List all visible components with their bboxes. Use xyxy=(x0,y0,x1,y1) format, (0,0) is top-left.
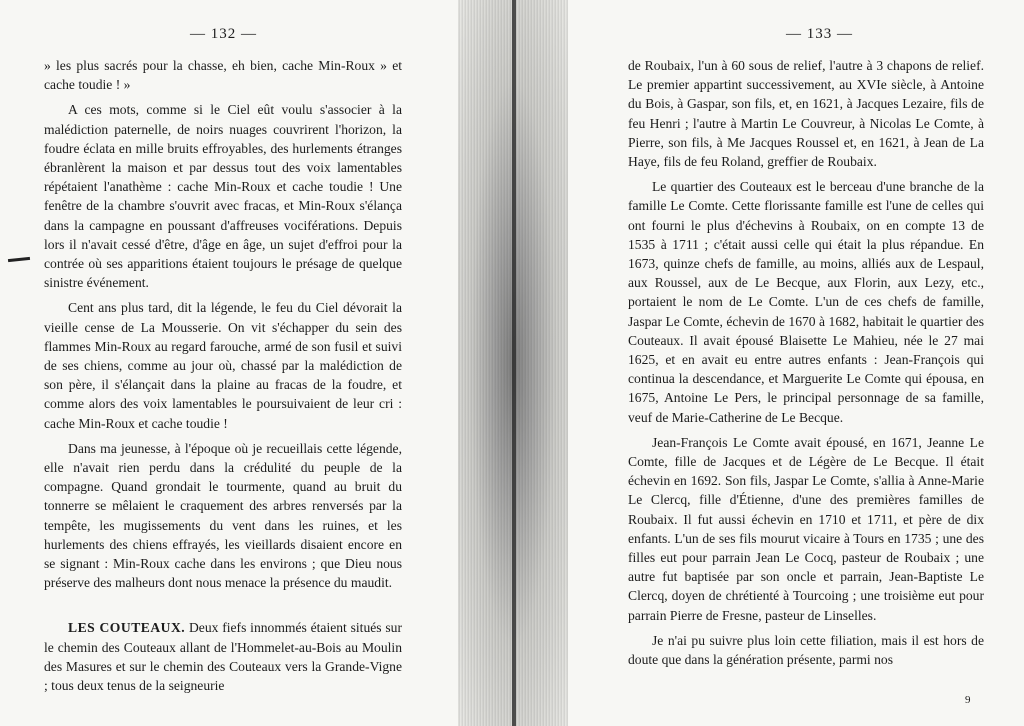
right-text-column xyxy=(628,56,984,669)
section-text: Deux fiefs innommés étaient situés sur le chemin des Couteaux allant de l'Hommelet-au-Bois au Moulin des Masures et sur le chemin des Couteaux vers la Grande-Vigne ; tous deux tenus de la seigneurie xyxy=(44,620,402,694)
paragraph: Le quartier des Couteaux est le berceau d'une branche de la famille Le Comte. Cette florissante famille est l'une de celles qui ont fourni le plus d'échevins à Roubaix, on en compte 13 de 1535 à 1711 ; c'était aussi celle qui était la plus répandue. En 1673, quinze chefs de famille, au moins, alliés aux de Lespaul, aux Roussel, aux de Le Becque, aux Florin, aux Lezy, etc., portaient le nom de Le Comte. L'un de ces chefs de famille, Jaspar Le Comte, échevin de 1670 à 1682, habitait le quartier des Couteaux. Il avait épousé Blaisette Le Mahieu, née le 27 mai 1625, et en avait eu entre autres enfants : Jean-François qui continua la descendance, et Marguerite Le Comte qui épousa, en 1675, Antoine Le Pers, le principal personnage de sa famille, veuf de Marie-Catherine de Le Becque. xyxy=(628,179,984,425)
paragraph: de Roubaix, l'un à 60 sous de relief, l'autre à 3 chapons de relief. Le premier appartint successivement, au XVIe siècle, à Antoine du Bois, à Gaspar, son fils, et, en 1621, à Jacques Lezaire, fils de feu Henri ; l'autre à Martin Le Couvreur, à Nicolas Le Comte, à Pierre, son fils, à Me Jacques Roussel et, en 1621, à Jean de La Haye, fils de feu Roland, greffier de Roubaix. xyxy=(628,58,984,170)
footer-page-number: 9 xyxy=(965,694,971,706)
section-paragraph xyxy=(44,618,402,695)
paragraph: Jean-François Le Comte avait épousé, en 1671, Jeanne Le Comte, fille de Jacques et de Légère de Le Becque. Il était échevin en 1692. Son fils, Jaspar Le Comte, s'allia à Anne-Marie Le Clercq, fille d'Étienne, d'une des premières familles de Roubaix. Il fut aussi échevin en 1710 et 1711, et père de dix enfants. L'un de ses fils mourut vicaire à Tours en 1735 ; une des filles eut pour parrain Jean Le Cocq, pasteur de Roubaix ; une autre fut baptisée par son oncle et parrain, Jean-Baptiste Le Clercq, doyen de chrétienté à Tourcoing ; une troisième eut pour parrain Pierre de Fresne, pasteur de Linselles. xyxy=(628,434,984,623)
right-page-number: — 133 — xyxy=(786,26,853,42)
paragraph: A ces mots, comme si le Ciel eût voulu s'associer à la malédiction paternelle, de noirs nuages couvrirent l'horizon, la foudre éclata en mille bruits effroyables, des hurlements étranges ébranlèrent la maison et par dessus tout des voix lamentables répétaient l'anathème : cache Min-Roux et cache toudie ! Une fenêtre de la chambre s'ouvrit avec fracas, et Min-Roux s'élança dans la campagne en poussant d'affreuses vociférations. Depuis lors il n'avait cessé d'être, d'âge en âge, un sujet d'effroi pour la contrée où ses apparitions étaient toujours le présage de quelque sinistre événement. xyxy=(44,102,402,291)
section-heading: LES COUTEAUX. xyxy=(68,620,186,636)
paragraph: Cent ans plus tard, dit la légende, le feu du Ciel dévorait la vieille cense de La Mousserie. On vit s'échapper du sein des flammes Min-Roux au regard farouche, armé de son fusil et suivi de ses chiens, comme au jour où, chassé par la malédiction de son père, il s'élançait dans la plaine au fracas de la foudre, et comme alors des voix lamentables le poursuivaient de leur cri : cache Min-Roux et cache toudie ! xyxy=(44,300,402,431)
left-page-number: — 132 — xyxy=(190,26,257,42)
paragraph: » les plus sacrés pour la chasse, eh bien, cache Min-Roux » et cache toudie ! » xyxy=(44,58,402,93)
paragraph: Dans ma jeunesse, à l'époque où je recueillais cette légende, elle n'avait rien perdu dans la crédulité du peuple de la compagne. Quand grondait le tourmente, quand au bruit du tonnerre se mêlaient le craquement des arbres renversés par la tempête, les mugissements du vent dans les ruines, et les hurlements des chiens effrayés, les vieillards disaient encore en se signant : Min-Roux cache dans les environs ; que Dieu nous préserve des malheurs dont nous menace la présence du maudit. xyxy=(44,440,402,591)
left-text-column xyxy=(44,56,402,695)
paragraph: Je n'ai pu suivre plus loin cette filiation, mais il est hors de doute que dans la génération présente, parmi nos xyxy=(628,632,984,668)
binding-line xyxy=(512,0,516,726)
